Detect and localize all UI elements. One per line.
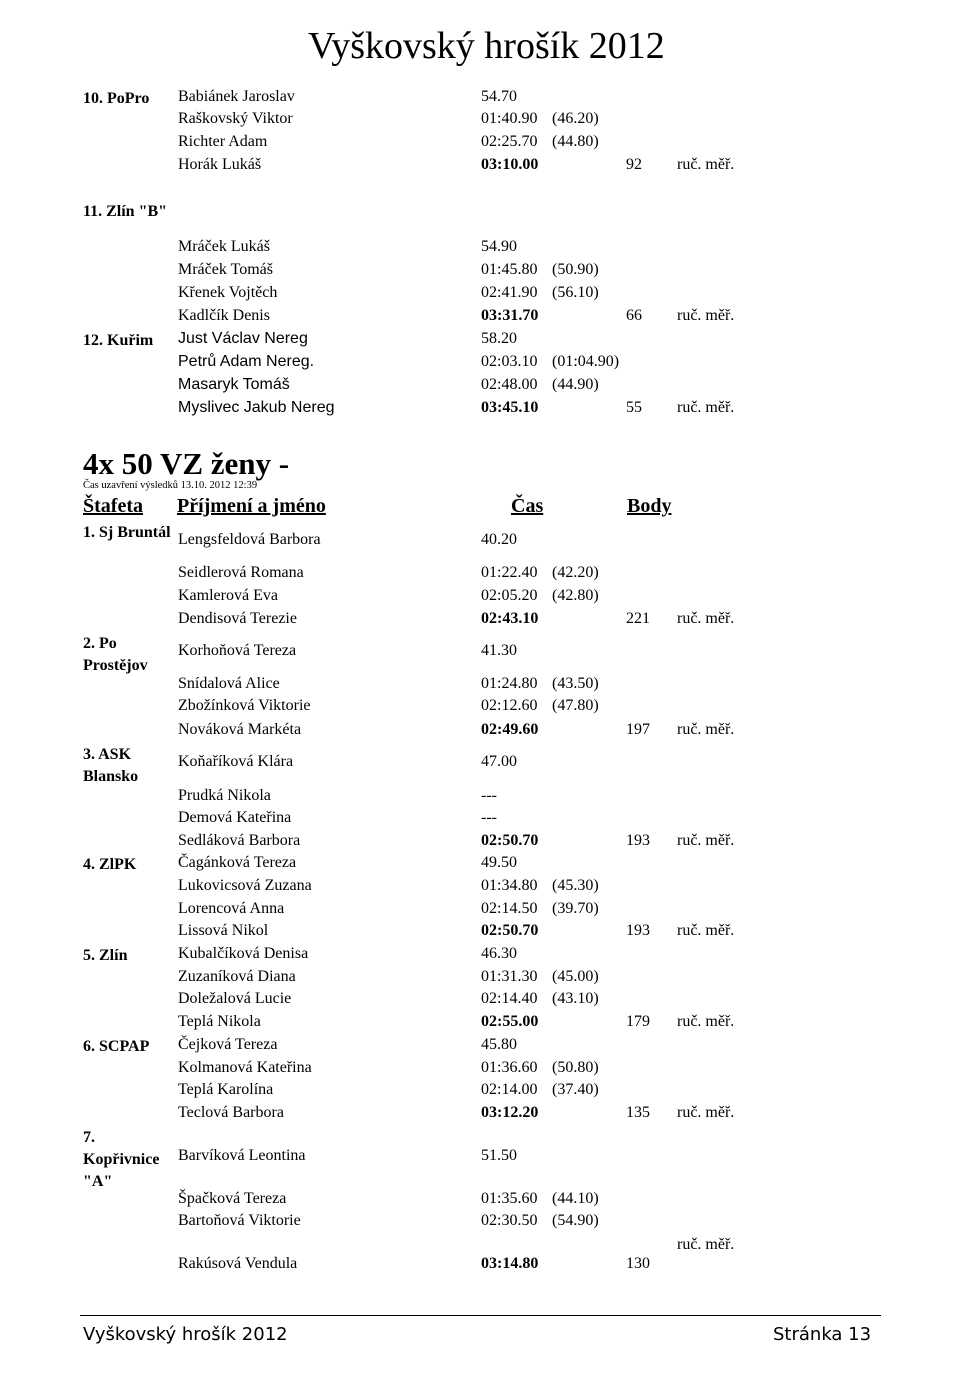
cumulative-time: 01:45.80 [481,261,538,278]
swimmer-name: Prudká Nikola [178,787,271,804]
section-heading: 4x 50 VZ ženy - [83,446,290,481]
timing-note: ruč. měř. [677,1236,735,1253]
swimmer-name: Kolmanová Kateřina [178,1059,312,1076]
team-name: 1. Sj Bruntál [83,524,171,541]
cumulative-time: 03:14.80 [481,1255,539,1272]
cumulative-time: 02:05.20 [481,587,538,604]
cumulative-time: 01:40.90 [481,110,538,127]
split-time: (43.50) [552,675,599,692]
cumulative-time: 02:43.10 [481,610,539,627]
cumulative-time: 02:50.70 [481,922,539,939]
cumulative-time: 01:22.40 [481,564,538,581]
split-time: (37.40) [552,1081,599,1098]
points: 193 [626,922,650,939]
swimmer-name: Koňaříková Klára [178,753,294,770]
points: 193 [626,832,650,849]
split-time: (56.10) [552,284,599,301]
swimmer-name: Bartoňová Viktorie [178,1212,301,1229]
cumulative-time: 49.50 [481,854,517,871]
split-time: (43.10) [552,990,599,1007]
swimmer-name: Korhoňová Tereza [178,642,297,659]
cumulative-time: 41.30 [481,642,517,659]
cumulative-time: 02:55.00 [481,1013,539,1030]
cumulative-time: 03:10.00 [481,156,539,173]
split-time: (50.90) [552,261,599,278]
split-time: (47.80) [552,697,599,714]
swimmer-name: Sedláková Barbora [178,832,301,849]
points: 197 [626,721,650,738]
team-name: 11. Zlín "B" [83,203,168,220]
team-name: 12. Kuřim [83,332,154,349]
split-time: (01:04.90) [552,353,620,370]
swimmer-name: Lukovicsová Zuzana [178,877,312,894]
swimmer-name: Lengsfeldová Barbora [178,531,321,548]
header-points: Body [627,495,672,517]
swimmer-name: Just Václav Nereg [178,330,308,347]
cumulative-time: 02:12.60 [481,697,538,714]
split-time: (42.20) [552,564,599,581]
team-name: 3. ASK Blansko [83,746,139,785]
cumulative-time: 01:36.60 [481,1059,538,1076]
cumulative-time: 03:31.70 [481,307,539,324]
header-time: Čas [511,495,544,517]
cumulative-time: 01:24.80 [481,675,538,692]
cumulative-time: 01:34.80 [481,877,538,894]
header-name: Příjmení a jméno [177,495,326,517]
team-name: 7. Kopřivnice "A" [83,1129,160,1190]
cumulative-time: 03:12.20 [481,1104,539,1121]
timing-note: ruč. měř. [677,721,735,738]
timing-note: ruč. měř. [677,307,735,324]
cumulative-time: 03:45.10 [481,399,539,416]
swimmer-name: Masaryk Tomáš [178,376,290,393]
points: 55 [626,399,642,416]
split-time: (44.90) [552,376,599,393]
swimmer-name: Petrů Adam Nereg. [178,353,315,370]
points: 66 [626,307,642,324]
points: 135 [626,1104,650,1121]
split-time: (39.70) [552,900,599,917]
cumulative-time: 47.00 [481,753,517,770]
split-time: (45.30) [552,877,599,894]
split-time: (46.20) [552,110,599,127]
timing-note: ruč. měř. [677,399,735,416]
swimmer-name: Zuzaníková Diana [178,968,296,985]
cumulative-time: 02:25.70 [481,133,538,150]
swimmer-name: Dendisová Terezie [178,610,297,627]
footer-divider [80,1315,881,1316]
swimmer-name: Křenek Vojtěch [178,284,278,301]
swimmer-name: Teclová Barbora [178,1104,284,1121]
swimmer-name: Babiánek Jaroslav [178,88,295,105]
timing-note: ruč. měř. [677,610,735,627]
split-time: (45.00) [552,968,599,985]
timing-note: ruč. měř. [677,156,735,173]
swimmer-name: Horák Lukáš [178,156,262,173]
points: 130 [626,1255,650,1272]
document-title: Vyškovský hrošík 2012 [308,25,665,67]
swimmer-name: Snídalová Alice [178,675,280,692]
swimmer-name: Richter Adam [178,133,268,150]
cumulative-time: 02:49.60 [481,721,539,738]
timing-note: ruč. měř. [677,832,735,849]
swimmer-name: Špačková Tereza [178,1190,287,1207]
split-time: (42.80) [552,587,599,604]
timing-note: ruč. měř. [677,922,735,939]
swimmer-name: Rakúsová Vendula [178,1255,298,1272]
team-name: 5. Zlín [83,947,128,964]
swimmer-name: Čejková Tereza [178,1036,278,1053]
swimmer-name: Mráček Lukáš [178,238,270,255]
cumulative-time: 02:48.00 [481,376,538,393]
points: 179 [626,1013,650,1030]
swimmer-name: Teplá Nikola [178,1013,261,1030]
timing-note: ruč. měř. [677,1104,735,1121]
cumulative-time: 02:50.70 [481,832,539,849]
cumulative-time: 54.70 [481,88,517,105]
team-name: 4. ZlPK [83,856,137,873]
split-time: (54.90) [552,1212,599,1229]
swimmer-name: Demová Kateřina [178,809,292,826]
cumulative-time: 01:31.30 [481,968,538,985]
swimmer-name: Teplá Karolína [178,1081,274,1098]
cumulative-time: 02:30.50 [481,1212,538,1229]
cumulative-time: 51.50 [481,1147,517,1164]
cumulative-time: 02:14.00 [481,1081,538,1098]
cumulative-time: 01:35.60 [481,1190,538,1207]
swimmer-name: Doležalová Lucie [178,990,292,1007]
points: 221 [626,610,650,627]
cumulative-time: 40.20 [481,531,517,548]
swimmer-name: Seidlerová Romana [178,564,304,581]
team-name: 10. PoPro [83,90,150,107]
cumulative-time: 02:14.50 [481,900,538,917]
footer-page-number: Stránka 13 [773,1324,872,1345]
team-name: 2. Po Prostějov [83,635,148,674]
swimmer-name: Raškovský Viktor [178,110,293,127]
timing-note: ruč. měř. [677,1013,735,1030]
swimmer-name: Kamlerová Eva [178,587,278,604]
split-time: (44.10) [552,1190,599,1207]
cumulative-time: 46.30 [481,945,517,962]
swimmer-name: Lorencová Anna [178,900,285,917]
closing-time: Čas uzavření výsledků 13.10. 2012 12:39 [83,480,258,491]
cumulative-time: 58.20 [481,330,517,347]
footer-left: Vyškovský hrošík 2012 [83,1324,288,1345]
swimmer-name: Barvíková Leontina [178,1147,306,1164]
swimmer-name: Kubalčíková Denisa [178,945,309,962]
swimmer-name: Zbožínková Viktorie [178,697,311,714]
swimmer-name: Myslivec Jakub Nereg [178,399,335,416]
cumulative-time: 45.80 [481,1036,517,1053]
swimmer-name: Kadlčík Denis [178,307,270,324]
swimmer-name: Nováková Markéta [178,721,302,738]
points: 92 [626,156,642,173]
swimmer-name: Lissová Nikol [178,922,269,939]
cumulative-time: 02:41.90 [481,284,538,301]
team-name: 6. SCPAP [83,1038,150,1055]
header-relay: Štafeta [83,495,143,517]
split-time: (50.80) [552,1059,599,1076]
cumulative-time: 02:14.40 [481,990,538,1007]
cumulative-time: --- [481,787,497,804]
cumulative-time: --- [481,809,497,826]
cumulative-time: 54.90 [481,238,517,255]
cumulative-time: 02:03.10 [481,353,538,370]
split-time: (44.80) [552,133,599,150]
swimmer-name: Mráček Tomáš [178,261,273,278]
swimmer-name: Čagánková Tereza [178,854,297,871]
